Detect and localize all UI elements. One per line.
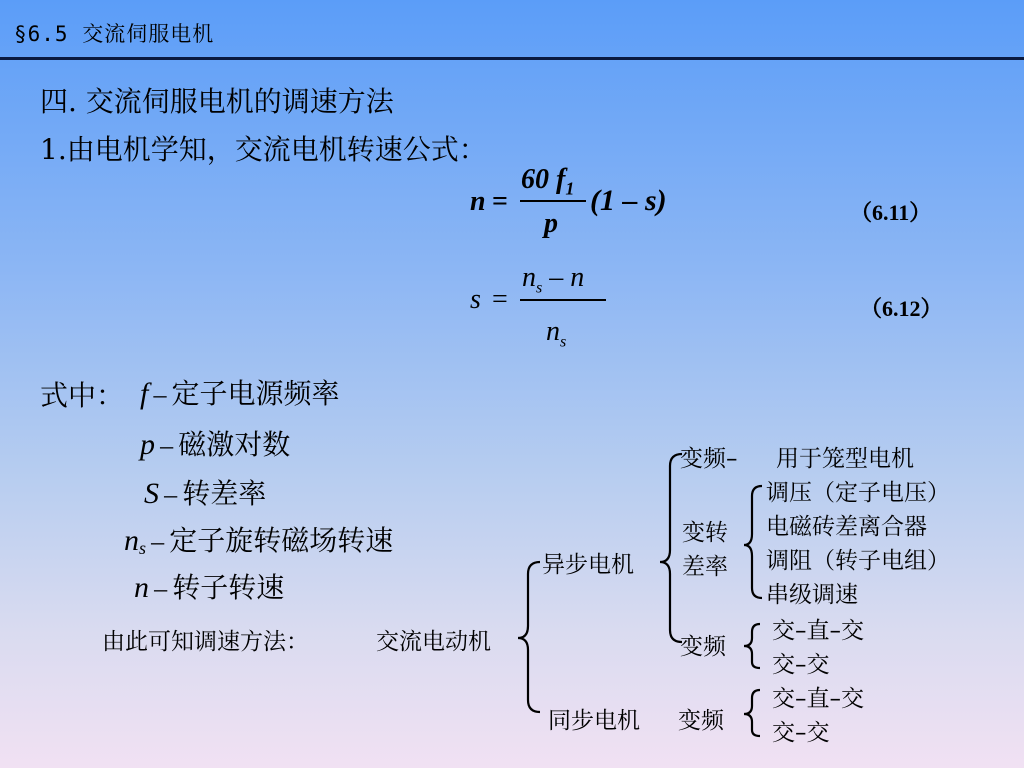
brace-sync-freq (744, 690, 760, 736)
tree-root: 交流电动机 (376, 629, 491, 655)
node-async-freq-note: 用于笼型电机 (776, 446, 914, 472)
brace-slip (744, 486, 762, 598)
definition-f: f – 定子电源频率 (140, 377, 340, 410)
definition-n: n – 转子转速 (134, 571, 285, 604)
sync-freq-item: 交–交 (772, 720, 830, 746)
formula-612-equals: = (492, 284, 508, 315)
slip-item: 调阻（转子电组） (766, 548, 950, 574)
sync-freq-item: 交–直–交 (772, 686, 864, 712)
slip-item: 串级调速 (766, 582, 858, 608)
definitions-lead: 式中： (40, 379, 125, 412)
async-freq2-item: 交–交 (772, 652, 830, 678)
slip-item: 电磁砖差离合器 (766, 514, 927, 540)
slip-item: 调压（定子电压） (766, 480, 950, 506)
slide-title: §6.5 交流伺服电机 (14, 22, 215, 46)
formula-612-number: （6.12） (860, 296, 943, 321)
node-slip-label-1: 变转 (682, 520, 728, 546)
formula-612-lhs: s (470, 284, 481, 315)
node-slip-label-2: 差率 (682, 554, 728, 580)
section-heading: 四. 交流伺服电机的调速方法 (40, 85, 394, 118)
formula-611-equals: = (492, 186, 508, 217)
tree-lead: 由此可知调速方法： (102, 629, 309, 655)
formula-611-lhs: n (470, 186, 486, 217)
formula-611-numerator: 60 $f_1$ (521, 164, 575, 199)
brace-async-freq (744, 624, 760, 668)
node-sync-freq: 变频 (678, 708, 724, 734)
definition-s: S – 转差率 (144, 477, 267, 510)
formula-612-numerator: $n_s$ – n (522, 262, 585, 297)
brace-async (660, 454, 682, 642)
formula-611-factor: (1 – s) (590, 184, 667, 217)
formula-611-number: （6.11） (850, 200, 932, 225)
node-async-freq: 变频– (680, 446, 738, 472)
definition-p: p – 磁激对数 (140, 428, 291, 461)
async-freq2-item: 交–直–交 (772, 618, 864, 644)
node-sync-motor: 同步电机 (548, 708, 640, 734)
formula-612-denominator: $n_s$ (546, 316, 567, 351)
formula-611-denominator: p (544, 208, 558, 239)
node-async-freq2: 变频 (680, 634, 726, 660)
brace-root (518, 562, 540, 712)
definition-ns: $n_s$ – 定子旋转磁场转速 (124, 524, 394, 559)
intro-line: 1.由电机学知，交流电机转速公式： (40, 133, 487, 166)
node-async-motor: 异步电机 (542, 552, 634, 578)
